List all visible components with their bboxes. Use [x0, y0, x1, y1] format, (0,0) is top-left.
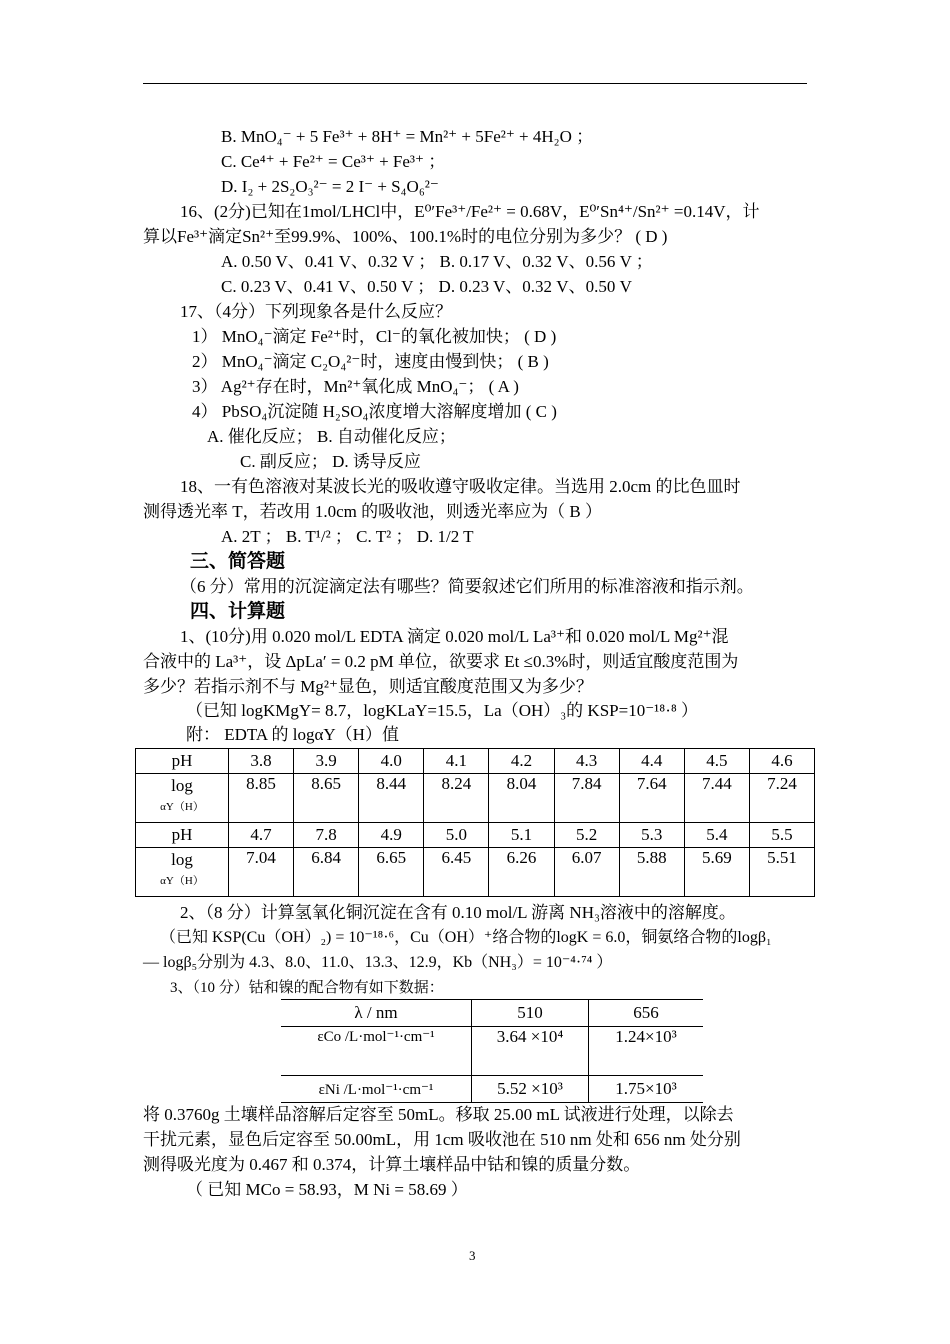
table-cell: 4.4 — [619, 749, 684, 774]
calc3-line2: 将 0.3760g 土壤样品溶解后定容至 50mL。移取 25.00 mL 试液进行处理，以除去 — [143, 1105, 734, 1124]
q15-option-c: C. Ce⁴⁺ + Fe²⁺ = Ce³⁺ + Fe³⁺ ； — [221, 152, 446, 171]
q16-options-2: C. 0.23 V、0.41 V、0.50 V ； D. 0.23 V、0.32 V、0.50 V — [221, 277, 632, 296]
ph-header: pH — [136, 749, 229, 774]
table-cell: 6.45 — [424, 848, 489, 897]
table-cell: 7.84 — [554, 774, 619, 823]
table-cell: 7.04 — [229, 848, 294, 897]
table-cell: 4.3 — [554, 749, 619, 774]
table-cell: 3.8 — [229, 749, 294, 774]
log-alpha-header — [136, 848, 229, 897]
section-3-heading: 三、简答题 — [190, 550, 286, 572]
table-cell: 5.51 — [749, 848, 814, 897]
q17-options-2: C. 副反应； D. 诱导反应 — [240, 452, 421, 471]
table-cell: 7.44 — [684, 774, 749, 823]
table-cell: 5.3 — [619, 823, 684, 848]
table-cell: 6.65 — [359, 848, 424, 897]
table-cell: 656 — [589, 1000, 704, 1027]
q15-option-b: B. MnO₄⁻ + 5 Fe³⁺ + 8H⁺ = Mn²⁺ + 5Fe²⁺ + 4H₂O ； — [221, 127, 594, 146]
alpha-label: αY（H） — [160, 801, 204, 813]
table-cell: 1.75×10³ — [589, 1076, 704, 1103]
table-row — [136, 848, 815, 897]
calc2-given: （已知 KSP(Cu（OH）₂) = 10⁻¹⁸·⁶，Cu（OH）⁺络合物的logK = 6.0，铜氨络合物的logβ₁ — [160, 929, 772, 946]
q15-option-d: D. I₂ + 2S₂O₃²⁻ = 2 I⁻ + S₄O₆²⁻ — [221, 177, 439, 196]
table-cell: 8.85 — [229, 774, 294, 823]
epsilon-ni-label: εNi /L·mol⁻¹·cm⁻¹ — [281, 1076, 472, 1103]
table-cell: 4.1 — [424, 749, 489, 774]
q18-line2: 测得透光率 T，若改用 1.0cm 的吸收池，则透光率应为（ B ） — [143, 502, 602, 521]
table-row — [281, 1000, 703, 1027]
table-cell: 3.9 — [294, 749, 359, 774]
table-cell: 8.24 — [424, 774, 489, 823]
q16-line2: 算以Fe³⁺滴定Sn²⁺至99.9%、100%、100.1%时的电位分别为多少？ ( D ) — [143, 227, 668, 246]
cobalt-nickel-table — [281, 999, 703, 1103]
table-cell: 8.04 — [489, 774, 554, 823]
table-row — [136, 749, 815, 774]
alpha-label: αY（H） — [160, 875, 204, 887]
calc2-line1: 2、（8 分）计算氢氧化铜沉淀在含有 0.10 mol/L 游离 NH₃溶液中的溶解度。 — [180, 903, 736, 922]
table-cell: 6.07 — [554, 848, 619, 897]
q18-options: A. 2T ； B. T¹/² ； C. T² ； D. 1/2 T — [221, 527, 474, 546]
calc3-line4: 测得吸光度为 0.467 和 0.374，计算土壤样品中钴和镍的质量分数。 — [143, 1155, 641, 1174]
table-cell: 4.9 — [359, 823, 424, 848]
epsilon-co-label: εCo /L·mol⁻¹·cm⁻¹ — [281, 1027, 472, 1076]
q17-item-4: 4） PbSO₄沉淀随 H₂SO₄浓度增大溶解度增加 ( C ) — [192, 402, 557, 421]
table-cell: 6.84 — [294, 848, 359, 897]
table-row — [136, 823, 815, 848]
calc3-given: （ 已知 MCo = 58.93，M Ni = 58.69 ） — [186, 1180, 468, 1199]
table-cell: 7.64 — [619, 774, 684, 823]
log-alpha-header — [136, 774, 229, 823]
q17-options-1: A. 催化反应； B. 自动催化反应； — [207, 427, 456, 446]
q16-line1: 16、(2分)已知在1mol/LHCl中，E⁰′Fe³⁺/Fe²⁺ = 0.68V，E⁰′Sn⁴⁺/Sn²⁺ =0.14V，计 — [180, 202, 760, 221]
calc2-given-2: — logβ₅分别为 4.3、8.0、11.0、13.3、12.9，Kb（NH₃）= 10⁻⁴·⁷⁴ ） — [143, 954, 613, 971]
table-cell: 4.7 — [229, 823, 294, 848]
q17-item-2: 2） MnO₄⁻滴定 C₂O₄²⁻时，速度由慢到快； ( B ) — [192, 352, 549, 371]
table-cell: 7.24 — [749, 774, 814, 823]
calc1-line3: 多少？若指示剂不与 Mg²⁺显色，则适宜酸度范围又为多少？ — [143, 677, 593, 696]
ph-header: pH — [136, 823, 229, 848]
table-cell: 8.65 — [294, 774, 359, 823]
calc3-line3: 干扰元素，显色后定容至 50.00mL，用 1cm 吸收池在 510 nm 处和 656 nm 处分别 — [143, 1130, 741, 1149]
table-cell: 8.44 — [359, 774, 424, 823]
section-3-question: （6 分）常用的沉淀滴定法有哪些？简要叙述它们所用的标准溶液和指示剂。 — [180, 577, 754, 596]
table-row — [136, 774, 815, 823]
log-label: log — [171, 776, 193, 795]
table-cell: 5.4 — [684, 823, 749, 848]
table-cell: 4.6 — [749, 749, 814, 774]
calc1-appendix: 附： EDTA 的 logαY（H）值 — [186, 725, 399, 744]
table-cell: 5.69 — [684, 848, 749, 897]
table-cell: 5.5 — [749, 823, 814, 848]
q17-item-3: 3） Ag²⁺存在时，Mn²⁺氧化成 MnO₄⁻； ( A ) — [192, 377, 519, 396]
q17-item-1: 1） MnO₄⁻滴定 Fe²⁺时，Cl⁻的氧化被加快； ( D ) — [192, 327, 557, 346]
table-cell: 7.8 — [294, 823, 359, 848]
table-cell: 5.1 — [489, 823, 554, 848]
table-cell: 5.52 ×10³ — [472, 1076, 589, 1103]
table-cell: 4.2 — [489, 749, 554, 774]
q17-title: 17、（4分）下列现象各是什么反应？ — [180, 302, 452, 321]
table-cell: 3.64 ×10⁴ — [472, 1027, 589, 1076]
page-number: 3 — [469, 1248, 476, 1263]
table-cell: 6.26 — [489, 848, 554, 897]
table-cell: 510 — [472, 1000, 589, 1027]
table-row — [281, 1076, 703, 1103]
edta-alpha-table — [135, 748, 815, 897]
calc3-line1: 3、（10 分）钴和镍的配合物有如下数据： — [170, 980, 444, 996]
lambda-header: λ / nm — [281, 1000, 472, 1027]
section-4-heading: 四、计算题 — [190, 600, 286, 622]
calc1-line2: 合液中的 La³⁺，设 ΔpLa′ = 0.2 pM 单位，欲要求 Et ≤0.3%时，则适宜酸度范围为 — [143, 652, 739, 671]
calc1-given: （已知 logKMgY= 8.7，logKLaY=15.5，La（OH）₃的 KSP=10⁻¹⁸·⁸ ） — [186, 701, 699, 720]
q16-options-1: A. 0.50 V、0.41 V、0.32 V ； B. 0.17 V、0.32 V、0.56 V ； — [221, 252, 653, 271]
table-cell: 4.5 — [684, 749, 749, 774]
q18-line1: 18、一有色溶液对某波长光的吸收遵守吸收定律。当选用 2.0cm 的比色皿时 — [180, 477, 741, 496]
header-rule — [143, 83, 807, 84]
table-cell: 5.88 — [619, 848, 684, 897]
table-cell: 1.24×10³ — [589, 1027, 704, 1076]
table-cell: 5.2 — [554, 823, 619, 848]
table-cell: 5.0 — [424, 823, 489, 848]
log-label: log — [171, 850, 193, 869]
calc1-line1: 1、(10分)用 0.020 mol/L EDTA 滴定 0.020 mol/L La³⁺和 0.020 mol/L Mg²⁺混 — [180, 627, 729, 646]
table-cell: 4.0 — [359, 749, 424, 774]
table-row — [281, 1027, 703, 1076]
